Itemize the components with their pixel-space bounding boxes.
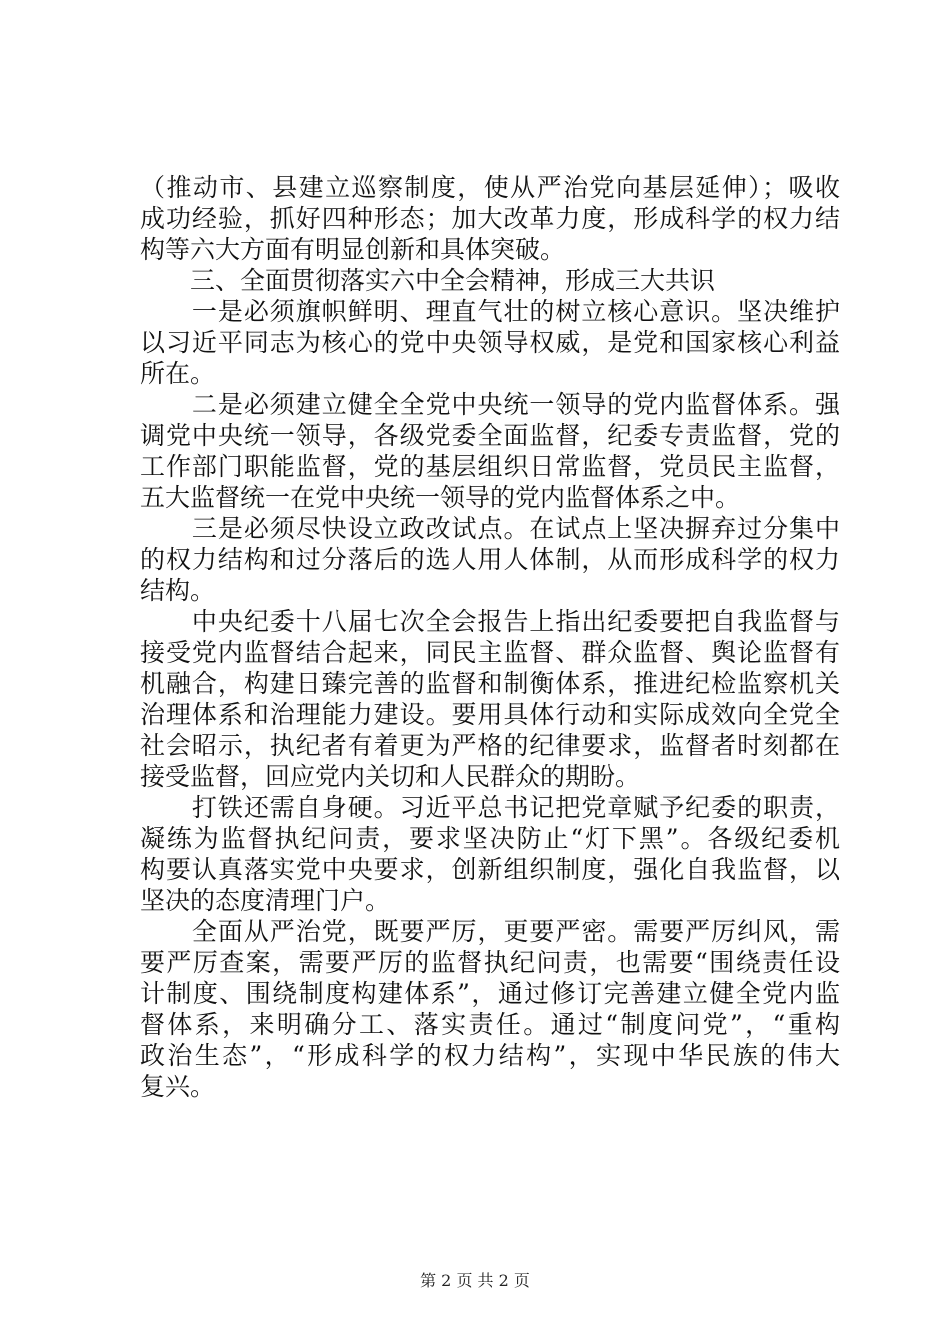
page-footer [0, 1271, 950, 1291]
section-heading: 三、全面贯彻落实六中全会精神，形成三大共识 [140, 266, 716, 295]
text-line: 一是必须旗帜鲜明、理直气壮的树立核心意识。坚决维护 [140, 297, 840, 326]
text-line: 机融合，构建日臻完善的监督和制衡体系，推进纪检监察机关 [140, 669, 840, 698]
text-line: 成功经验，抓好四种形态；加大改革力度，形成科学的权力结 [140, 204, 840, 233]
text-line: 五大监督统一在党中央统一领导的党内监督体系之中。 [140, 483, 741, 512]
text-line: 政治生态”，“形成科学的权力结构”，实现中华民族的伟大 [140, 1041, 840, 1070]
text-line: 的权力结构和过分落后的选人用人体制，从而形成科学的权力 [140, 545, 840, 574]
text-line: 以习近平同志为核心的党中央领导权威，是党和国家核心利益 [140, 328, 840, 357]
text-line: 构要认真落实党中央要求，创新组织制度，强化自我监督，以 [140, 855, 840, 884]
text-line: 调党中央统一领导，各级党委全面监督，纪委专责监督，党的 [140, 421, 840, 450]
text-line: 凝练为监督执纪问责，要求坚决防止“灯下黑”。各级纪委机 [140, 824, 840, 853]
text-line: 所在。 [140, 359, 216, 388]
text-line: 复兴。 [140, 1072, 216, 1101]
text-line: （推动市、县建立巡察制度，使从严治党向基层延伸）；吸收 [140, 173, 840, 202]
text-line: 要严厉查案，需要严厉的监督执纪问责，也需要“围绕责任设 [140, 948, 840, 977]
text-line: 全面从严治党，既要严厉，更要严密。需要严厉纠风，需 [140, 917, 840, 946]
text-line: 督体系，来明确分工、落实责任。通过“制度问党”，“重构 [140, 1010, 840, 1039]
text-line: 二是必须建立健全全党中央统一领导的党内监督体系。强 [140, 390, 840, 419]
text-line: 坚决的态度清理门户。 [140, 886, 391, 915]
document-body [140, 172, 840, 1102]
text-line: 治理体系和治理能力建设。要用具体行动和实际成效向全党全 [140, 700, 840, 729]
text-line: 社会昭示，执纪者有着更为严格的纪律要求，监督者时刻都在 [140, 731, 840, 760]
text-line: 计制度、围绕制度构建体系”，通过修订完善建立健全党内监 [140, 979, 840, 1008]
text-line: 三是必须尽快设立政改试点。在试点上坚决摒弃过分集中 [140, 514, 840, 543]
text-line: 中央纪委十八届七次全会报告上指出纪委要把自我监督与 [140, 607, 840, 636]
text-line: 接受监督，回应党内关切和人民群众的期盼。 [140, 762, 641, 791]
page-number-label: 第 2 页 共 2 页 [420, 1271, 530, 1290]
text-line: 工作部门职能监督，党的基层组织日常监督，党员民主监督， [140, 452, 840, 481]
text-line: 结构。 [140, 576, 216, 605]
text-line: 接受党内监督结合起来，同民主监督、群众监督、舆论监督有 [140, 638, 840, 667]
text-line: 构等六大方面有明显创新和具体突破。 [140, 235, 566, 264]
text-line: 打铁还需自身硬。习近平总书记把党章赋予纪委的职责， [140, 793, 840, 822]
